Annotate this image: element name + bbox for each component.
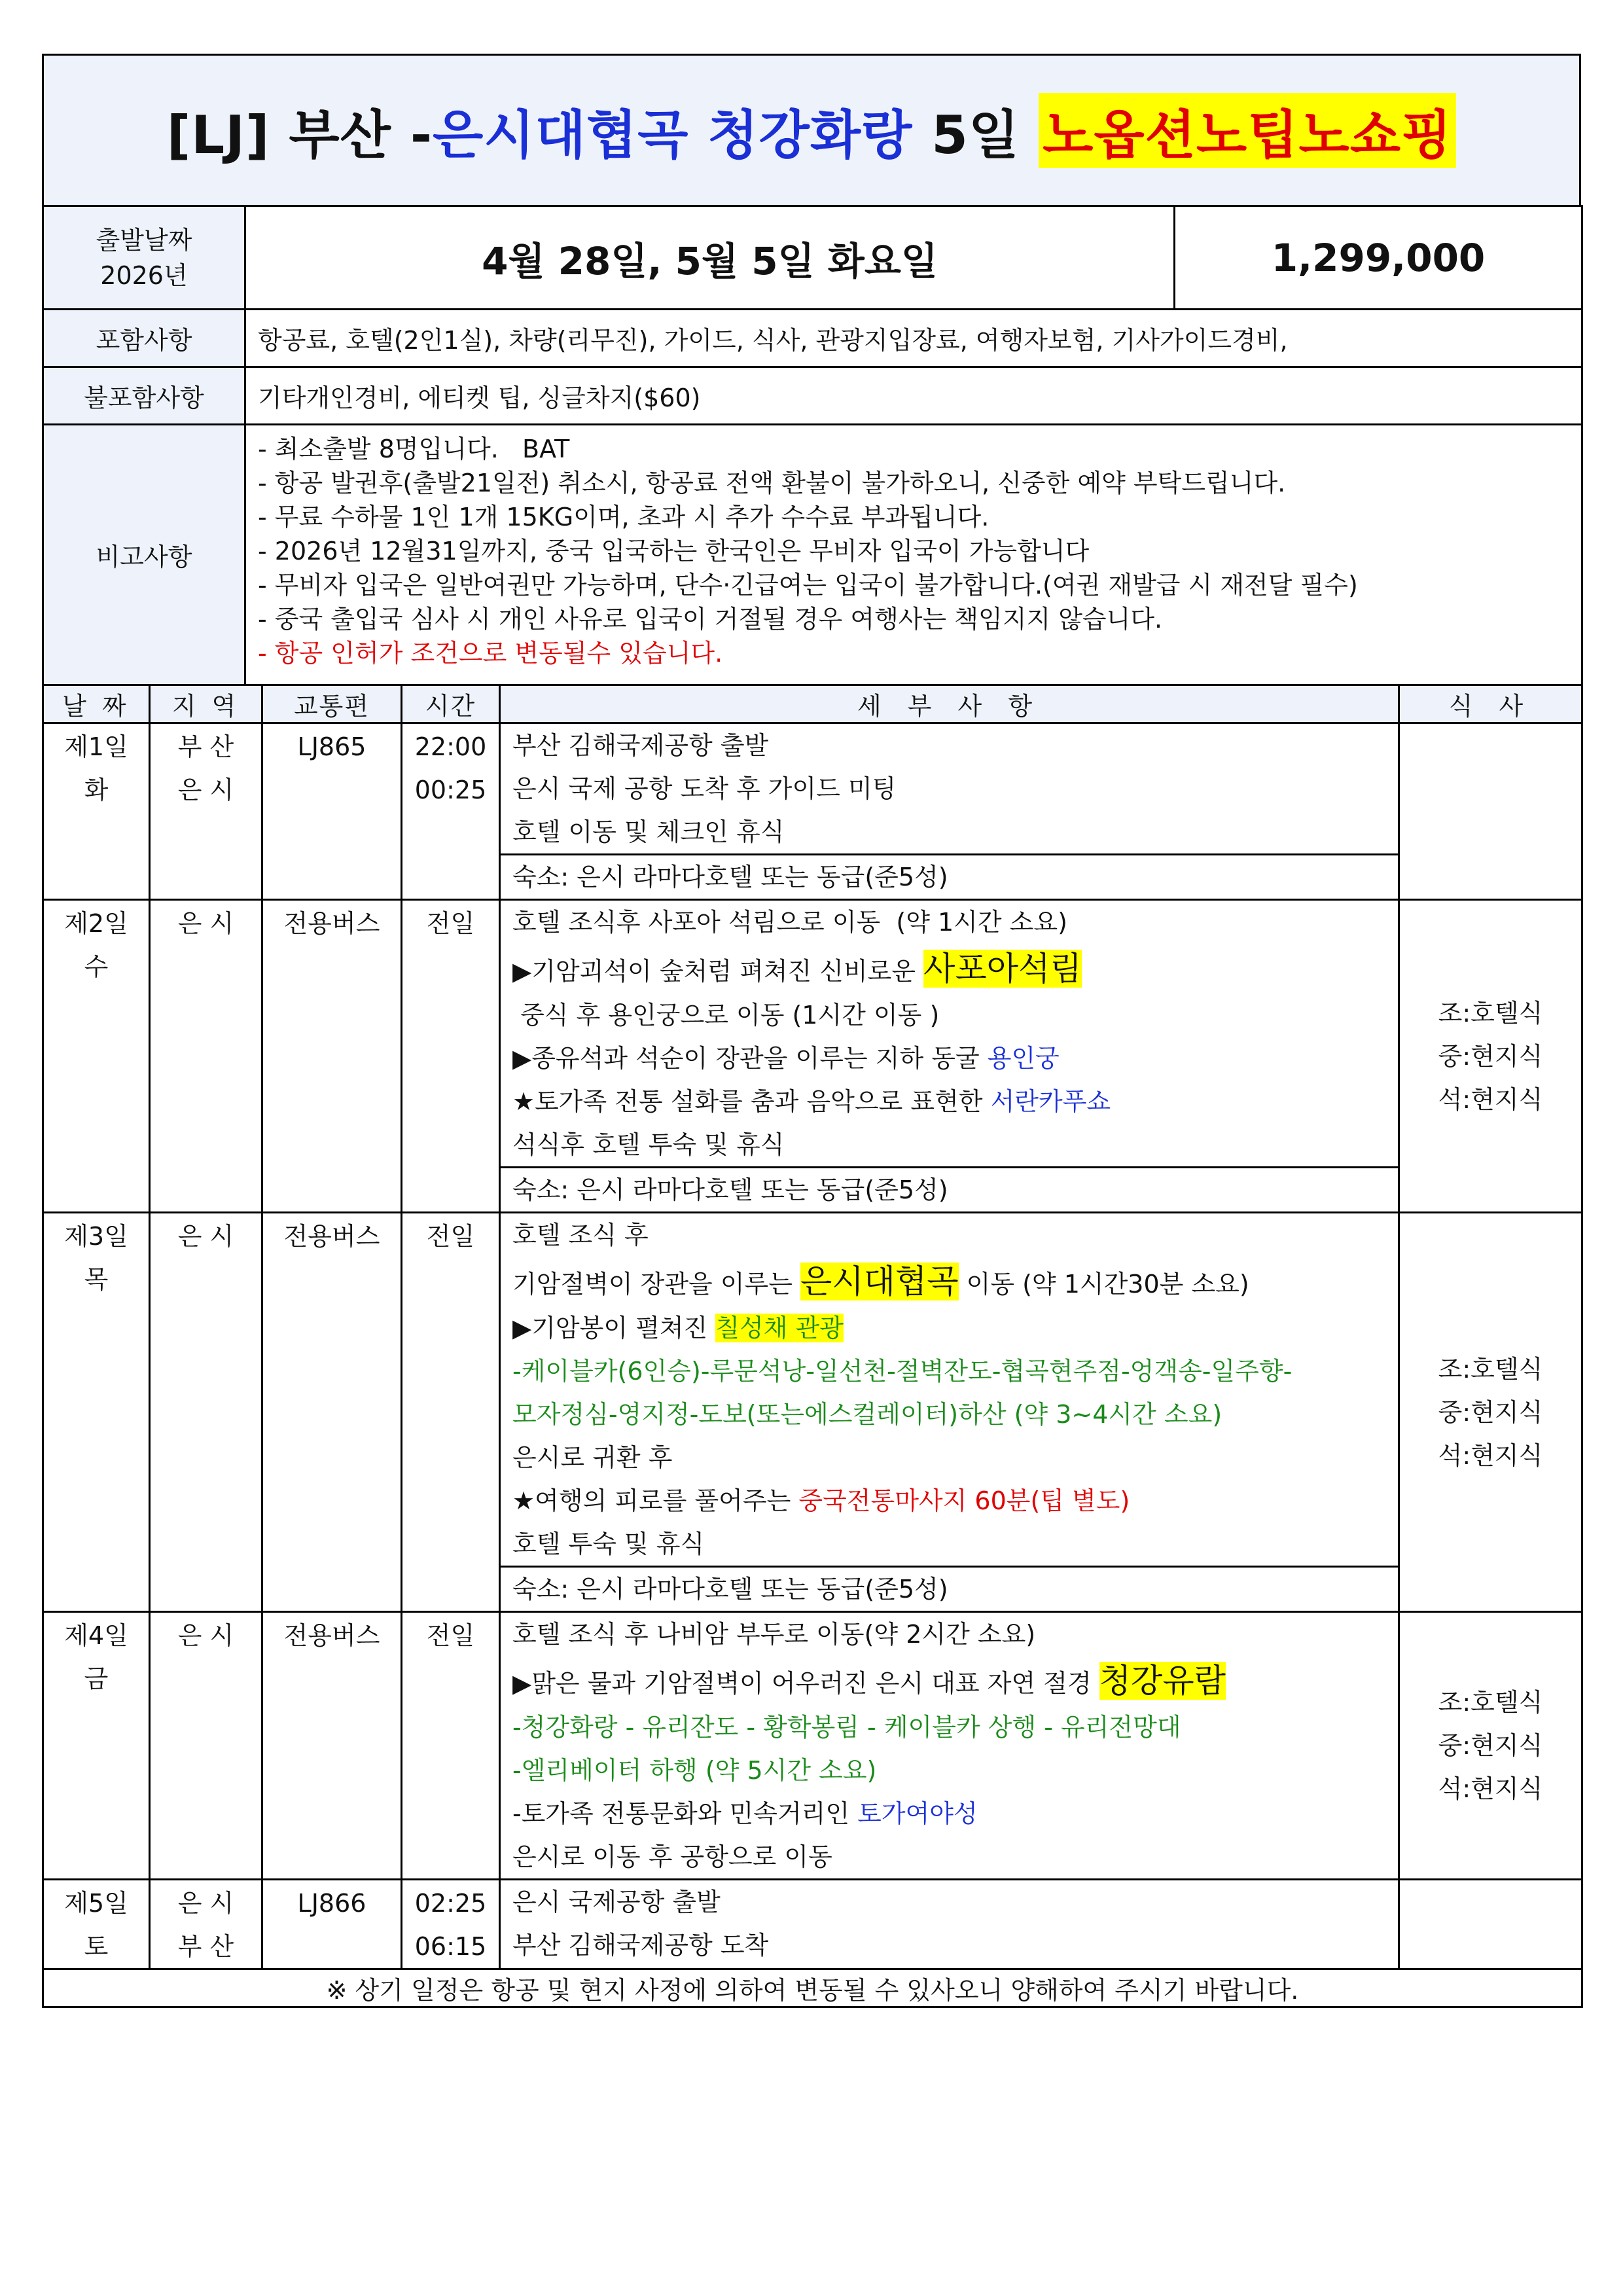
- day-weekday: 화: [84, 776, 109, 804]
- detail-line: 호텔 이동 및 체크인 휴식: [512, 817, 785, 846]
- table-row: [43, 1880, 1582, 1969]
- table-row: [43, 723, 1582, 900]
- region-cell: [150, 900, 262, 1213]
- region: 은 시: [177, 776, 234, 804]
- transport-cell: 전용버스: [262, 1213, 402, 1612]
- note-line: - 무비자 입국은 일반여권만 가능하며, 단수·긴급여는 입국이 불가합니다.(여권 재발급 시 재전달 필수): [258, 571, 1358, 600]
- hotel-line: 숙소: 은시 라마다호텔 또는 동급(준5성): [501, 1166, 1398, 1211]
- meal-breakfast: 조:호텔식: [1438, 1354, 1543, 1384]
- day-number: 제5일: [64, 1889, 128, 1918]
- meal-lunch: 중:현지식: [1438, 1041, 1543, 1071]
- excluded-label: 불포함사항: [43, 367, 245, 425]
- detail-line: ▶기암봉이 펼쳐진 칠성채 관광: [512, 1314, 844, 1342]
- time: 00:25: [414, 776, 487, 804]
- header-time: 시간: [402, 685, 500, 723]
- detail-line: 부산 김해국제공항 출발: [512, 731, 769, 760]
- time-cell: [402, 1612, 500, 1880]
- detail-line: 호텔 조식후 사포아 석림으로 이동 (약 1시간 소요): [512, 908, 1067, 937]
- transport-cell: LJ865: [262, 723, 402, 900]
- detail-line: 중식 후 용인궁으로 이동 (1시간 이동 ): [512, 1001, 940, 1030]
- table-row: [43, 1612, 1582, 1880]
- schedule-header: [43, 685, 1582, 723]
- detail-line: ▶종유석과 석순이 장관을 이루는 지하 동굴 용인궁: [512, 1044, 1060, 1073]
- day-weekday: 토: [84, 1932, 109, 1961]
- meal-breakfast: 조:호텔식: [1438, 998, 1543, 1028]
- day-number: 제2일: [64, 909, 128, 938]
- hotel-line: 숙소: 은시 라마다호텔 또는 동급(준5성): [501, 1566, 1398, 1611]
- meal-breakfast: 조:호텔식: [1438, 1688, 1543, 1717]
- transport-cell: LJ866: [262, 1880, 402, 1969]
- time: 전일: [426, 909, 475, 938]
- detail-line: -엘리베이터 하행 (약 5시간 소요): [512, 1756, 877, 1785]
- detail-line: 은시로 이동 후 공항으로 이동: [512, 1842, 832, 1871]
- detail-line: 호텔 조식 후 나비암 부두로 이동(약 2시간 소요): [512, 1620, 1036, 1649]
- header-details: 세 부 사 항: [500, 685, 1399, 723]
- notes-list: [245, 425, 1582, 685]
- day-number: 제3일: [64, 1222, 128, 1251]
- detail-line: -청강화랑 - 유리잔도 - 황학봉림 - 케이블카 상행 - 유리전망대: [512, 1713, 1181, 1742]
- details-cell: [500, 1213, 1399, 1612]
- region-cell: [150, 1880, 262, 1969]
- note-line: - 항공 발권후(출발21일전) 취소시, 항공료 전액 환불이 불가하오니, 신중한 예약 부탁드립니다.: [258, 469, 1286, 497]
- detail-line: ★토가족 전통 설화를 춤과 음악으로 표현한 서란카푸쇼: [512, 1087, 1111, 1116]
- transport-cell: 전용버스: [262, 900, 402, 1213]
- highlight-qixingzhai: 칠성채 관광: [715, 1314, 844, 1342]
- table-row: [43, 1213, 1582, 1612]
- show-name: 서란카푸쇼: [990, 1087, 1111, 1116]
- note-line: - 최소출발 8명입니다. BAT: [258, 435, 570, 463]
- details-cell: [500, 723, 1399, 900]
- detail-line: 호텔 조식 후: [512, 1221, 649, 1249]
- title-prefix: [LJ] 부산 -: [166, 104, 433, 166]
- folk-street-name: 토가여야성: [857, 1799, 978, 1828]
- day-cell: [43, 723, 150, 900]
- details-cell: [500, 1880, 1399, 1969]
- detail-line: -케이블카(6인승)-루문석낭-일선천-절벽잔도-협곡현주점-엉객송-일주향-: [512, 1357, 1293, 1386]
- day-cell: [43, 1612, 150, 1880]
- note-warning: - 항공 인허가 조건으로 변동될수 있습니다.: [258, 639, 723, 668]
- departure-dates: 4월 28일, 5월 5일 화요일: [245, 206, 1175, 310]
- title-destination: 은시대협곡 청강화랑: [433, 104, 913, 166]
- tour-price: 1,299,000: [1175, 206, 1582, 310]
- departure-label: [43, 206, 245, 310]
- header-region: 지 역: [150, 685, 262, 723]
- detail-line: 석식후 호텔 투숙 및 휴식: [512, 1130, 785, 1159]
- massage-option: 중국전통마사지 60분(팁 별도): [798, 1486, 1130, 1515]
- page-title: [43, 55, 1580, 206]
- region: 은 시: [177, 909, 234, 938]
- header-meal: 식 사: [1399, 685, 1582, 723]
- time-cell: [402, 1880, 500, 1969]
- schedule-table: [42, 684, 1583, 2008]
- details-cell: [500, 1612, 1399, 1880]
- time-cell: [402, 723, 500, 900]
- meal-dinner: 석:현지식: [1438, 1085, 1543, 1114]
- title-days: 5일: [912, 104, 1039, 166]
- region: 은 시: [177, 1621, 234, 1650]
- highlight-stone-forest: 사포아석림: [923, 950, 1082, 988]
- detail-line: ▶맑은 물과 기암절벽이 어우러진 은시 대표 자연 절경 청강유람: [512, 1662, 1226, 1700]
- detail-line: ★여행의 피로를 풀어주는 중국전통마사지 60분(팁 별도): [512, 1486, 1130, 1515]
- day-weekday: 목: [84, 1265, 109, 1294]
- footer-notice: ※ 상기 일정은 항공 및 현지 사정에 의하여 변동될 수 있사오니 양해하여 주시기 바랍니다.: [43, 1969, 1582, 2007]
- meal-lunch: 중:현지식: [1438, 1397, 1543, 1427]
- note-line: - 중국 출입국 심사 시 개인 사유로 입국이 거절될 경우 여행사는 책임지지 않습니다.: [258, 605, 1163, 634]
- time-cell: [402, 900, 500, 1213]
- meal-dinner: 석:현지식: [1438, 1441, 1543, 1470]
- meal-cell: [1399, 723, 1582, 900]
- day-number: 제1일: [64, 732, 128, 761]
- detail-line: 모자정심-영지정-도보(또는에스컬레이터)하산 (약 3~4시간 소요): [512, 1400, 1222, 1429]
- region: 은 시: [177, 1889, 234, 1918]
- day-weekday: 수: [84, 952, 109, 981]
- time: 06:15: [414, 1932, 487, 1961]
- time: 전일: [426, 1222, 475, 1251]
- included-label: 포함사항: [43, 310, 245, 367]
- region: 부 산: [177, 1932, 234, 1961]
- day-cell: [43, 1880, 150, 1969]
- title-no-options-badge: 노옵션노팁노쇼핑: [1039, 93, 1456, 168]
- table-row: [43, 900, 1582, 1213]
- detail-line: -토가족 전통문화와 민속거리인 토가여야성: [512, 1799, 978, 1828]
- meal-lunch: 중:현지식: [1438, 1731, 1543, 1760]
- transport-cell: 전용버스: [262, 1612, 402, 1880]
- day-cell: [43, 1213, 150, 1612]
- departure-label-line1: 출발날짜: [96, 225, 192, 255]
- day-number: 제4일: [64, 1621, 128, 1650]
- region-cell: [150, 723, 262, 900]
- meal-cell: [1399, 1880, 1582, 1969]
- meal-dinner: 석:현지식: [1438, 1774, 1543, 1803]
- meal-cell: [1399, 1213, 1582, 1612]
- detail-line: 은시 국제 공항 도착 후 가이드 미팅: [512, 774, 897, 803]
- detail-line: 부산 김해국제공항 도착: [512, 1931, 769, 1960]
- info-table: [42, 205, 1583, 686]
- header-transport: 교통편: [262, 685, 402, 723]
- meal-cell: [1399, 1612, 1582, 1880]
- title-table: [42, 54, 1581, 207]
- detail-line: ▶기암괴석이 숲처럼 펴쳐진 신비로운 사포아석림: [512, 950, 1082, 988]
- time: 02:25: [414, 1889, 487, 1918]
- day-weekday: 금: [84, 1664, 109, 1693]
- day-cell: [43, 900, 150, 1213]
- region-cell: [150, 1213, 262, 1612]
- detail-line: 호텔 투숙 및 휴식: [512, 1530, 705, 1558]
- departure-label-line2: 2026년: [100, 260, 188, 290]
- highlight-grand-canyon: 은시대협곡: [800, 1263, 959, 1300]
- detail-line: 기암절벽이 장관을 이루는 은시대협곡 이동 (약 1시간30분 소요): [512, 1263, 1249, 1300]
- time-cell: [402, 1213, 500, 1612]
- region-cell: [150, 1612, 262, 1880]
- notes-label: 비고사항: [43, 425, 245, 685]
- highlight-qingjiang-cruise: 청강유람: [1099, 1662, 1226, 1700]
- itinerary-sheet: [42, 54, 1581, 2008]
- cave-name: 용인궁: [987, 1044, 1060, 1073]
- time: 22:00: [414, 732, 487, 761]
- region: 은 시: [177, 1222, 234, 1251]
- time: 전일: [426, 1621, 475, 1650]
- excluded-value: 기타개인경비, 에티켓 팁, 싱글차지($60): [245, 367, 1582, 425]
- included-value: 항공료, 호텔(2인1실), 차량(리무진), 가이드, 식사, 관광지입장료, 여행자보험, 기사가이드경비,: [245, 310, 1582, 367]
- header-day: 날 짜: [43, 685, 150, 723]
- detail-line: 은시 국제공항 출발: [512, 1888, 721, 1916]
- note-line: - 무료 수하물 1인 1개 15KG이며, 초과 시 추가 수수료 부과됩니다.: [258, 503, 990, 531]
- detail-line: 은시로 귀환 후: [512, 1443, 673, 1472]
- region: 부 산: [177, 732, 234, 761]
- details-cell: [500, 900, 1399, 1213]
- note-line: - 2026년 12월31일까지, 중국 입국하는 한국인은 무비자 입국이 가능합니다: [258, 537, 1090, 565]
- meal-cell: [1399, 900, 1582, 1213]
- hotel-line: 숙소: 은시 라마다호텔 또는 동급(준5성): [501, 853, 1398, 899]
